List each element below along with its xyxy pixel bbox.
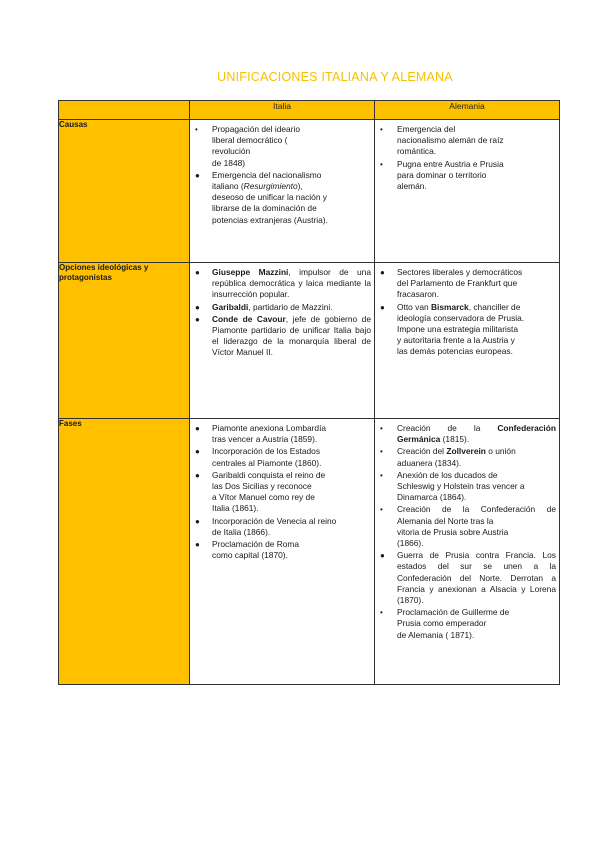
bullet-icon: • [380,505,383,515]
item-text: Emergencia del nacionalismo italiano ( [212,169,322,192]
item-text: Piamonte anexiona Lombardía tras vencer a Austria (1859). [212,423,327,445]
bullet-icon: ● [195,170,200,180]
list-item [380,423,556,445]
item-text: , partidario de Mazzini. [248,301,333,312]
list-item [380,159,556,193]
bullet-icon: ● [195,268,200,277]
comparison-table [58,100,560,685]
bullet-icon: • [195,125,198,134]
item-text: Garibaldi conquista el reino de las Dos Sicilias y reconoce a Vítor Manuel como rey de Italia (1861). [212,469,326,514]
page-title: UNIFICACIONES ITALIANA Y ALEMANA [217,70,453,84]
item-bold-text: Conde de Cavour [212,313,286,324]
bullet-icon: ● [195,424,200,433]
list-item [380,446,556,468]
item-italic-text: Resurgimiento [243,181,298,192]
fases-italia-cell [190,419,375,685]
causas-italia-cell [190,120,375,263]
list-item [195,124,371,169]
bullet-icon: ● [195,314,200,324]
item-text: Pugna entre Austria e Prusia para dominar o territorio alemán. [397,158,504,192]
item-text: Incorporación de Venecia al reino de Italia (1866). [212,515,337,537]
list-item [380,267,556,301]
bullet-icon: ● [195,516,200,526]
row-causas [59,120,560,263]
causas-alemania-cell [375,120,560,263]
bullet-icon: • [380,424,383,433]
item-text: Sectores liberales y democráticos del Parlamento de Frankfurt que fracasaron. [397,267,523,300]
row-fases [59,419,560,685]
list-item [380,470,556,504]
list-item [195,423,371,445]
header-alemania: Alemania [375,101,560,120]
item-bold-text: Zollverein [446,446,486,457]
header-empty-cell [59,101,190,120]
item-text: , impulsor de una república democrática y laica mediante la insurrección popular. [212,267,371,300]
fases-alemania-cell [375,419,560,685]
item-text: Creación de la [397,423,498,433]
bullet-icon: • [380,159,383,169]
header-row [59,101,560,120]
bullet-icon: ● [380,551,385,561]
row-label-opciones: Opciones ideológicas y protagonistas [59,263,190,419]
item-text: Incorporación de los Estados centrales al Piamonte (1860). [212,446,322,468]
item-text: Guerra de Prusia contra Francia. Los estados del sur se unen a la Confederación del Norte. Derrotan a Francia y anexionan a Alsacia y Lorena (1870). [397,550,556,606]
item-text: o unión aduanera (1834). [397,446,516,468]
opciones-italia-cell [190,263,375,419]
bullet-icon: • [380,447,383,457]
list-item [380,124,556,158]
bullet-icon: • [380,125,383,134]
item-text: Otto van [397,301,431,312]
list-item [195,170,371,226]
item-bold-text: Giuseppe Mazzini [212,267,289,277]
item-text: Creación del [397,446,447,457]
item-text: Proclamación de Guillerme de Prusia como emperador de Alemania ( 1871). [397,607,510,640]
list-item [380,504,556,549]
item-text: Proclamación de Roma como capital (1870). [212,539,300,561]
row-label-fases: Fases [59,419,190,685]
list-item [195,446,371,468]
row-label-causas: Causas [59,120,190,263]
bullet-icon: • [380,470,383,480]
row-opciones [59,263,560,419]
header-italia: Italia [190,101,375,120]
item-text: Emergencia del nacionalismo alemán de raíz romántica. [397,124,504,157]
item-text: , jefe de gobierno de Piamonte partidario de unificar Italia bajo el liderazgo de la monarquía liberal de Víctor Manuel II. [212,313,371,358]
list-item [380,550,556,606]
bullet-icon: ● [195,470,200,480]
list-item [380,302,556,358]
list-item [195,539,371,561]
list-item [195,302,371,313]
item-bold-text: Garibaldi [212,301,249,312]
item-text: Propagación del ideario liberal democrático ( revolución de 1848) [212,124,300,168]
item-bold-text: Bismarck [430,301,469,312]
list-item [195,314,371,359]
bullet-icon: ● [195,302,200,312]
bullet-icon: ● [195,540,200,550]
list-item [380,607,556,641]
list-item [195,267,371,301]
bullet-icon: ● [380,302,385,312]
item-text: , chanciller de ideología conservadora de Prusia. Impone una estrategia militarista y autoritaria frente a la Austria y las demás potencias europeas. [397,301,525,357]
bullet-icon: ● [380,268,385,277]
item-text: ), deseoso de unificar la nación y librarse de la dominación de potencias extranjeras (Austria). [212,181,328,225]
item-bold-text: Confederación Germánica [397,423,556,445]
item-text: Creación de la Confederación de Alemania del Norte tras la vitoria de Prusia sobre Austria (1866). [397,504,556,549]
bullet-icon: • [380,608,383,618]
bullet-icon: ● [195,447,200,457]
item-text: (1815). [440,434,470,445]
list-item [195,516,371,538]
opciones-alemania-cell [375,263,560,419]
item-text: Anexión de los ducados de Schleswig y Holstein tras vencer a Dinamarca (1864). [397,469,525,503]
list-item [195,470,371,515]
